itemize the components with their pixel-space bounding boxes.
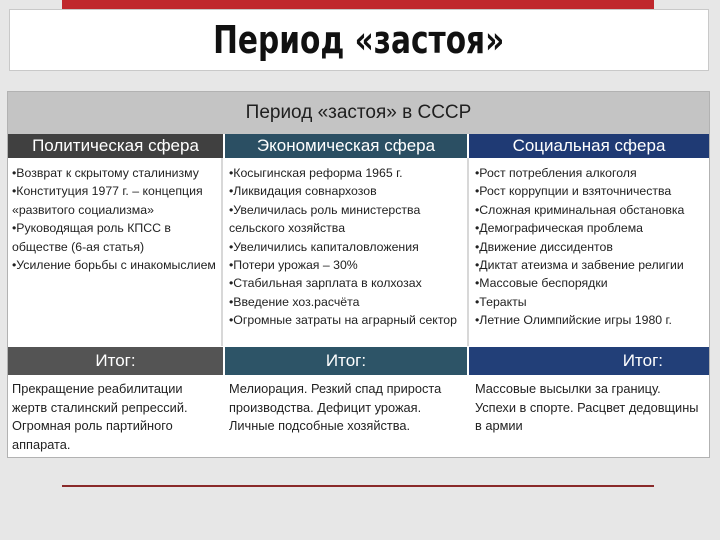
list-item: •Стабильная зарплата в колхозах	[229, 276, 422, 291]
title-frame	[9, 9, 709, 71]
list-item: •Массовые беспорядки	[475, 276, 608, 291]
stagnation-table	[7, 91, 710, 458]
header-social: Социальная сфера	[469, 134, 709, 158]
list-item: •Теракты	[475, 294, 527, 309]
slide-title: Период «застоя»	[213, 18, 505, 62]
list-item: •Усиление борьбы с инакомыслием	[12, 258, 216, 273]
list-item: •Сложная криминальная обстановка	[475, 202, 685, 217]
list-item: •Огромные затраты на аграрный сектор	[229, 313, 457, 328]
list-item: •Рост потребления алкоголя	[475, 166, 637, 180]
list-item: •Летние Олимпийские игры 1980 г.	[475, 313, 672, 328]
list-item: •Демографическая проблема	[475, 221, 644, 236]
itog-economic-text: Мелиорация. Резкий спад прироста производства. Дефицит урожая. Личные подсобные хозяйства.	[229, 381, 442, 434]
itog-social-text: Массовые высылки за границу. Успехи в спорте. Расцвет дедовщины в армии	[475, 381, 699, 434]
bottom-divider-line	[62, 485, 654, 487]
itog-political-label: Итог:	[8, 347, 223, 375]
list-item: •Руководящая роль КПСС в обществе (6-ая статья)	[12, 221, 171, 254]
list-item: •Увеличились капиталовложения	[229, 239, 419, 254]
table-title: Период «застоя» в СССР	[8, 92, 709, 134]
itog-economic-label: Итог:	[225, 347, 467, 375]
header-political: Политическая сфера	[8, 134, 223, 158]
list-item: •Увеличилась роль министерства сельского хозяйства	[229, 202, 421, 236]
list-item: •Диктат атеизма и забвение религии	[475, 258, 684, 273]
list-item: •Движение диссидентов	[475, 239, 613, 254]
list-item: •Введение хоз.расчёта	[229, 294, 360, 309]
header-economic: Экономическая сфера	[225, 134, 467, 158]
list-item: •Ликвидация совнархозов	[229, 184, 377, 199]
list-item: •Возврат к скрытому сталинизму	[12, 166, 199, 180]
list-item: •Рост коррупции и взяточничества	[475, 184, 672, 199]
list-item: •Конституция 1977 г. – концепция «развитого социализма»	[12, 184, 203, 217]
itog-political-text: Прекращение реабилитации жертв сталинский репрессий. Огромная роль партийного аппарата.	[12, 381, 188, 452]
itog-social-label: Итог:	[469, 347, 709, 375]
top-accent-bar	[62, 0, 654, 9]
list-item: •Косыгинская реформа 1965 г.	[229, 166, 403, 180]
list-item: •Потери урожая – 30%	[229, 258, 358, 273]
